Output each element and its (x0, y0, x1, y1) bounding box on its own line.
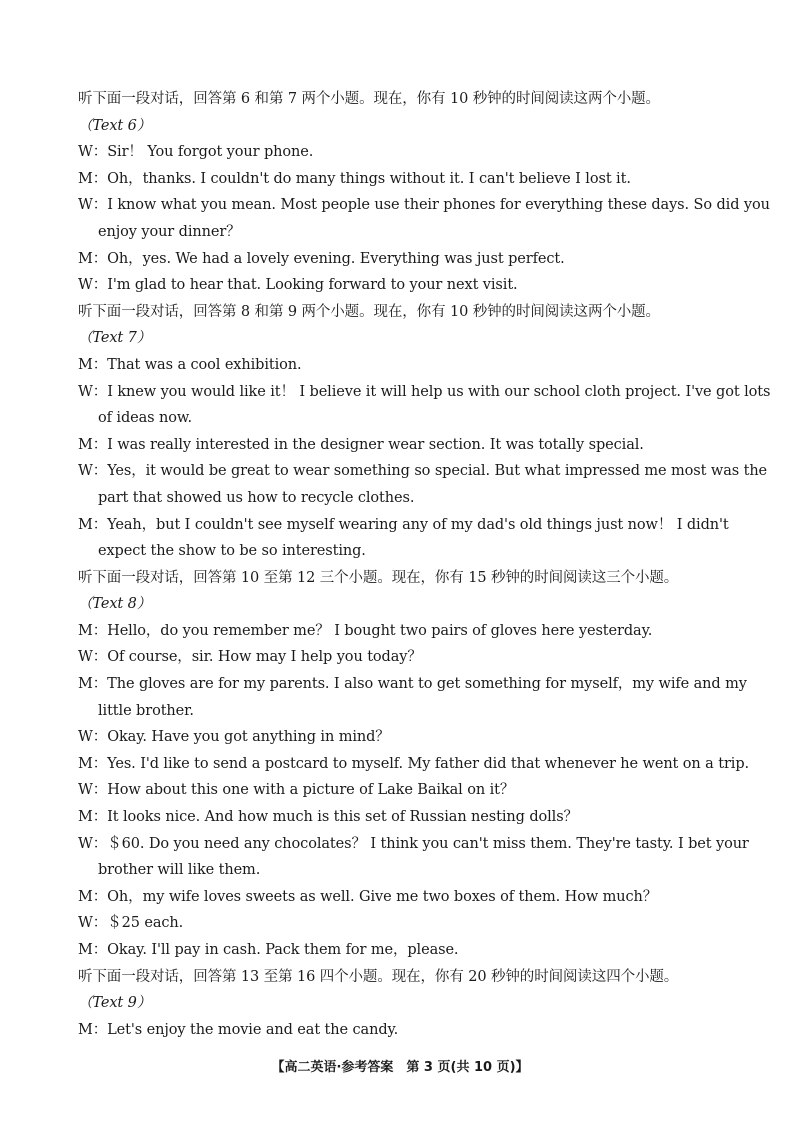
dialogue-line: W：Okay. Have you got anything in mind？ (78, 729, 390, 746)
dialogue-line: M：Yeah，but I couldn't see myself wearing any of my dad's old things just now！ I didn't (78, 516, 729, 533)
dialogue-continuation: part that showed us how to recycle clothes. (98, 489, 415, 506)
dialogue-line: M：Oh，yes. We had a lovely evening. Everything was just perfect. (78, 250, 565, 267)
text-label: （Text 6） (78, 117, 152, 134)
text-label: （Text 8） (78, 596, 152, 613)
section-instruction: 听下面一段对话，回答第 8 和第 9 两个小题。现在，你有 10 秒钟的时间阅读这两个小题。 (78, 303, 660, 320)
dialogue-line: M：Yes. I'd like to send a postcard to myself. My father did that whenever he went on a trip. (78, 755, 750, 772)
dialogue-line: M：Oh，thanks. I couldn't do many things without it. I can't believe I lost it. (78, 170, 631, 187)
text-label: （Text 7） (78, 330, 152, 347)
dialogue-line: W：I'm glad to hear that. Looking forward to your next visit. (78, 277, 518, 294)
dialogue-line: W：Sir！ You forgot your phone. (78, 144, 314, 161)
dialogue-line: M：It looks nice. And how much is this set of Russian nesting dolls？ (78, 809, 578, 826)
section-instruction: 听下面一段对话，回答第 13 至第 16 四个小题。现在，你有 20 秒钟的时间阅读这四个小题。 (78, 968, 679, 985)
section-instruction: 听下面一段对话，回答第 10 至第 12 三个小题。现在，你有 15 秒钟的时间阅读这三个小题。 (78, 569, 679, 586)
dialogue-continuation: expect the show to be so interesting. (98, 543, 366, 560)
dialogue-line: M：Let's enjoy the movie and eat the candy. (78, 1021, 399, 1038)
dialogue-line: W：Yes，it would be great to wear something so special. But what impressed me most was the (78, 463, 768, 480)
dialogue-continuation: enjoy your dinner？ (98, 223, 241, 240)
dialogue-continuation: little brother. (98, 702, 194, 719)
dialogue-line: M：Hello，do you remember me？ I bought two pairs of gloves here yesterday. (78, 622, 653, 639)
dialogue-line: W：Of course，sir. How may I help you today？ (78, 649, 422, 666)
dialogue-line: W：I know what you mean. Most people use their phones for everything these days. So did you (78, 197, 770, 214)
dialogue-line: M：Okay. I'll pay in cash. Pack them for me，please. (78, 942, 459, 958)
dialogue-continuation: of ideas now. (98, 410, 192, 427)
page-footer: 【高二英语·参考答案 第 3 页(共 10 页)】 (271, 1060, 529, 1075)
dialogue-line: W：＄25 each. (78, 915, 184, 932)
dialogue-line: W：＄60. Do you need any chocolates？ I think you can't miss them. They're tasty. I bet your (78, 835, 749, 852)
dialogue-line: M：The gloves are for my parents. I also want to get something for myself，my wife and my (78, 676, 747, 693)
dialogue-line: M：Oh，my wife loves sweets as well. Give me two boxes of them. How much？ (78, 888, 658, 905)
section-instruction: 听下面一段对话，回答第 6 和第 7 两个小题。现在，你有 10 秒钟的时间阅读这两个小题。 (78, 91, 660, 107)
dialogue-line: W：How about this one with a picture of Lake Baikal on it？ (78, 782, 515, 799)
transcript-body (78, 86, 771, 1043)
dialogue-line: W：I knew you would like it！ I believe it will help us with our school cloth project. I've got lots (78, 383, 771, 400)
text-label: （Text 9） (78, 995, 152, 1012)
dialogue-continuation: brother will like them. (98, 862, 261, 879)
dialogue-line: M：I was really interested in the designer wear section. It was totally special. (78, 436, 644, 453)
dialogue-line: M：That was a cool exhibition. (78, 356, 302, 373)
